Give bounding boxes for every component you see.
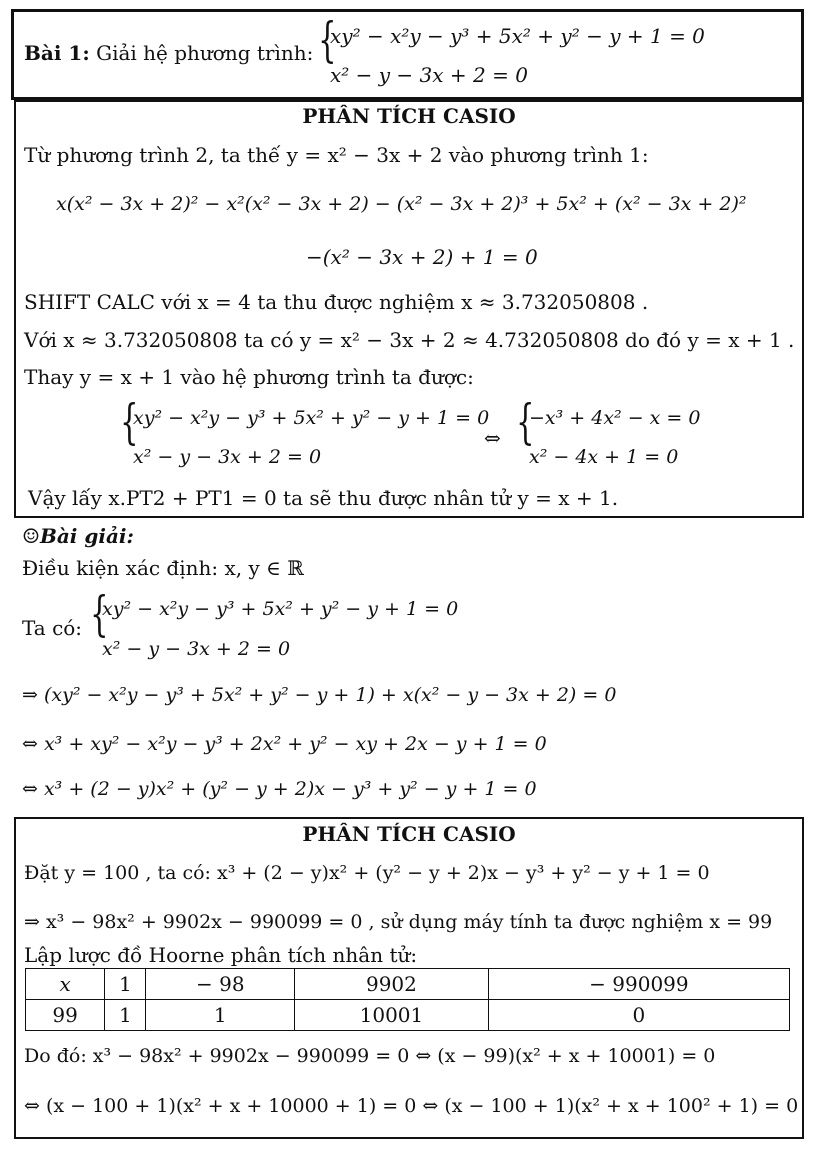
casio1-sysA-eq1: xy² − x²y − y³ + 5x² + y² − y + 1 = 0: [133, 407, 490, 429]
solution-step3: ⇔ x³ + (2 − y)x² + (y² − y + 2)x − y³ + y² − y + 1 = 0: [22, 778, 537, 800]
solution-sys-eq1: xy² − x²y − y³ + 5x² + y² − y + 1 = 0: [102, 598, 459, 620]
casio2-line2: ⇒ x³ − 98x² + 9902x − 990099 = 0 , sử dụng máy tính ta được nghiệm x = 99: [24, 911, 773, 933]
table-cell: − 990099: [488, 969, 789, 1000]
solution-heading: [22, 526, 134, 546]
casio2-line1: Đặt y = 100 , ta có: x³ + (2 − y)x² + (y² − y + 2)x − y³ + y² − y + 1 = 0: [24, 862, 710, 884]
problem-statement: [24, 43, 313, 63]
problem-brace: {: [318, 12, 337, 68]
problem-text: Giải hệ phương trình:: [96, 41, 314, 65]
table-cell: − 98: [146, 969, 295, 1000]
casio1-brace-b: {: [516, 394, 535, 450]
casio1-sysB-eq1: −x³ + 4x² − x = 0: [529, 407, 701, 429]
table-row: [26, 1000, 790, 1031]
table-cell: x: [26, 969, 105, 1000]
solution-condition: Điều kiện xác định: x, y ∈ ℝ: [22, 556, 304, 580]
solution-taco: Ta có:: [22, 616, 83, 640]
casio2-line4: Do đó: x³ − 98x² + 9902x − 990099 = 0 ⇔ (x − 99)(x² + x + 10001) = 0: [24, 1045, 716, 1067]
casio1-title: PHÂN TÍCH CASIO: [302, 104, 516, 128]
table-cell: 1: [146, 1000, 295, 1031]
casio1-line6: Thay y = x + 1 vào hệ phương trình ta được:: [24, 365, 474, 389]
solution-brace: {: [90, 586, 109, 642]
casio2-line3: Lập lược đồ Hoorne phân tích nhân tử:: [24, 943, 418, 967]
casio1-line5: Với x ≈ 3.732050808 ta có y = x² − 3x + 2 ≈ 4.732050808 do đó y = x + 1 .: [24, 328, 795, 352]
equivalence-arrow: ⇔: [484, 426, 501, 450]
table-cell: 0: [488, 1000, 789, 1031]
problem-eq2: x² − y − 3x + 2 = 0: [330, 63, 528, 87]
casio1-line7: Vậy lấy x.PT2 + PT1 = 0 ta sẽ thu được nhân tử y = x + 1.: [28, 486, 619, 510]
casio1-line3: −(x² − 3x + 2) + 1 = 0: [306, 245, 538, 269]
table-cell: 1: [105, 969, 146, 1000]
casio1-brace-a: {: [120, 394, 139, 450]
casio1-line2: x(x² − 3x + 2)² − x²(x² − 3x + 2) − (x² − 3x + 2)³ + 5x² + (x² − 3x + 2)²: [56, 193, 747, 215]
problem-eq1: xy² − x²y − y³ + 5x² + y² − y + 1 = 0: [330, 24, 705, 48]
casio2-title: PHÂN TÍCH CASIO: [302, 822, 516, 846]
solution-sys-eq2: x² − y − 3x + 2 = 0: [102, 638, 291, 660]
table-cell: 9902: [295, 969, 489, 1000]
table-cell: 99: [26, 1000, 105, 1031]
table-row: [26, 969, 790, 1000]
casio1-line1: Từ phương trình 2, ta thế y = x² − 3x + 2 vào phương trình 1:: [24, 143, 649, 167]
solution-step1: ⇒ (xy² − x²y − y³ + 5x² + y² − y + 1) + x(x² − y − 3x + 2) = 0: [22, 684, 617, 706]
solution-step2: ⇔ x³ + xy² − x²y − y³ + 2x² + y² − xy + 2x − y + 1 = 0: [22, 733, 547, 755]
casio2-line5: ⇔ (x − 100 + 1)(x² + x + 10000 + 1) = 0 ⇔ (x − 100 + 1)(x² + x + 100² + 1) = 0: [24, 1095, 799, 1117]
casio1-sysA-eq2: x² − y − 3x + 2 = 0: [133, 446, 322, 468]
table-cell: 1: [105, 1000, 146, 1031]
casio1-sysB-eq2: x² − 4x + 1 = 0: [529, 446, 679, 468]
problem-label: Bài 1:: [24, 41, 90, 65]
table-cell: 10001: [295, 1000, 489, 1031]
solution-title: Bài giải:: [39, 524, 134, 548]
casio1-line4: SHIFT CALC với x = 4 ta thu được nghiệm x ≈ 3.732050808 .: [24, 290, 649, 314]
horner-table: [25, 968, 790, 1031]
smiley-icon: ☺: [22, 524, 40, 548]
